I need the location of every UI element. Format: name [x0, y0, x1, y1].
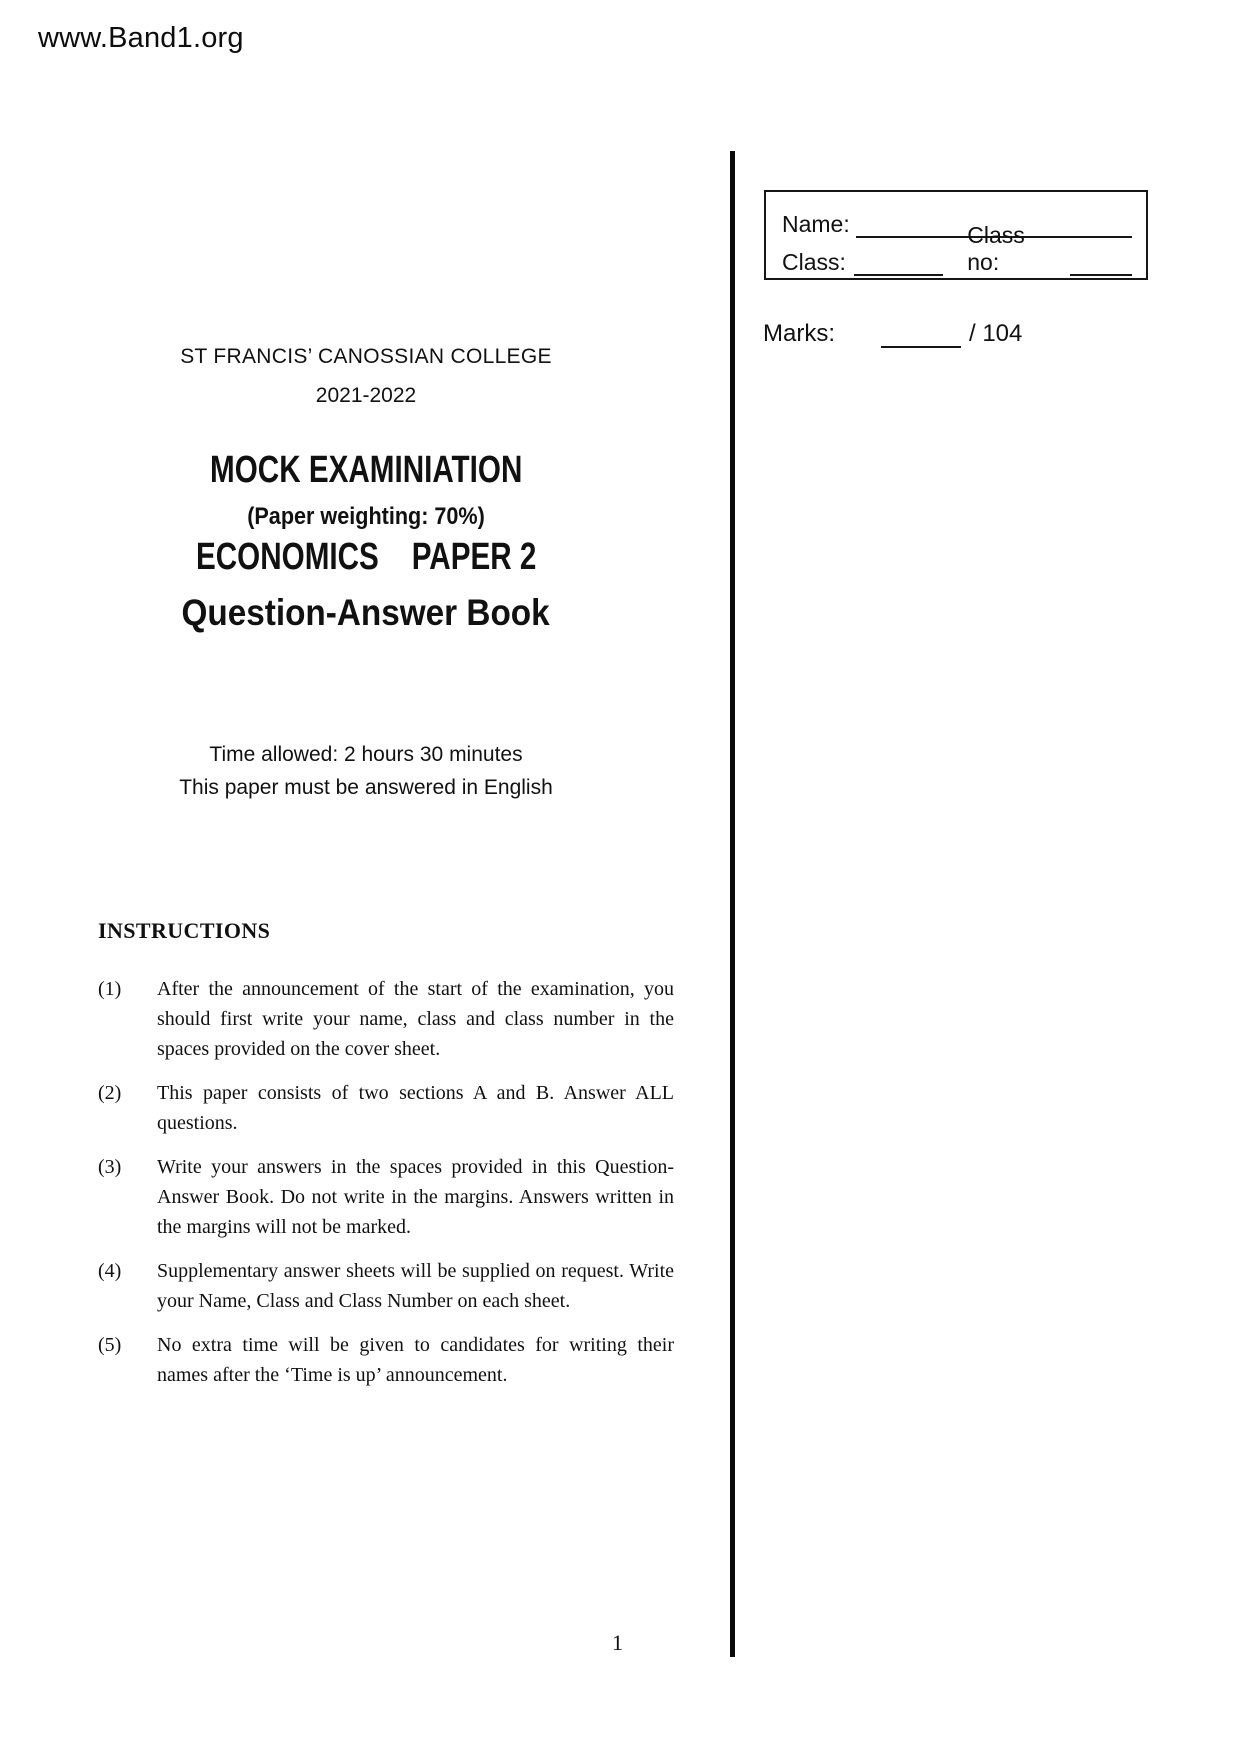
class-no-blank-field [1070, 250, 1132, 276]
time-allowed-note: Time allowed: 2 hours 30 minutes [209, 743, 523, 766]
book-title-text: Question-Answer Book [181, 592, 551, 633]
subject-title [0, 536, 732, 579]
marks-total: / 104 [969, 320, 1023, 347]
academic-years: 2021-2022 [315, 384, 417, 407]
instructions-heading: INSTRUCTIONS [98, 918, 271, 943]
instruction-number: (5) [98, 1334, 122, 1356]
paper-weighting-text: (Paper weighting: 70%) [247, 503, 485, 530]
instruction-item-2 [98, 1078, 674, 1138]
instructions-section [98, 918, 674, 1404]
paper-weighting [0, 503, 732, 531]
instruction-number: (3) [98, 1156, 122, 1178]
school-name: ST FRANCIS’ CANOSSIAN COLLEGE [180, 345, 552, 368]
instruction-number: (1) [98, 978, 122, 1000]
instruction-item-1 [98, 974, 674, 1064]
site-watermark: www.Band1.org [38, 22, 244, 54]
student-info-box [764, 190, 1148, 280]
name-label: Name: [782, 211, 850, 237]
instruction-text: Supplementary answer sheets will be supplied on request. Write your Name, Class and Class Number on each sheet. [157, 1260, 674, 1312]
marks-line [763, 320, 1022, 348]
instruction-number: (2) [98, 1082, 122, 1104]
marks-blank-field [881, 320, 961, 348]
book-title [0, 592, 732, 634]
instruction-text: Write your answers in the spaces provided in this Question-Answer Book. Do not write in the margins. Answers written in the margins will not be marked. [157, 1156, 674, 1238]
name-row [782, 202, 1132, 238]
instruction-item-5 [98, 1330, 674, 1390]
page-number: 1 [612, 1630, 623, 1655]
instruction-text: After the announcement of the start of the examination, you should first write your name, class and class number in the spaces provided on the cover sheet. [157, 978, 674, 1060]
class-blank-field [854, 250, 943, 276]
instruction-item-3 [98, 1152, 674, 1242]
instruction-number: (4) [98, 1260, 122, 1282]
marks-label: Marks: [763, 320, 835, 347]
class-no-label: Class no: [967, 222, 1025, 275]
subject-title-text: ECONOMICS PAPER 2 [195, 536, 537, 578]
instruction-text: This paper consists of two sections A and B. Answer ALL questions. [157, 1082, 674, 1134]
instruction-text: No extra time will be given to candidates for writing their names after the ‘Time is up’ announcement. [157, 1334, 674, 1386]
instruction-item-4 [98, 1256, 674, 1316]
exam-title [0, 449, 732, 492]
language-note: This paper must be answered in English [179, 776, 553, 799]
class-label: Class: [782, 249, 846, 275]
margin-divider-line [730, 151, 735, 1657]
exam-title-text: MOCK EXAMINIATION [209, 449, 523, 491]
